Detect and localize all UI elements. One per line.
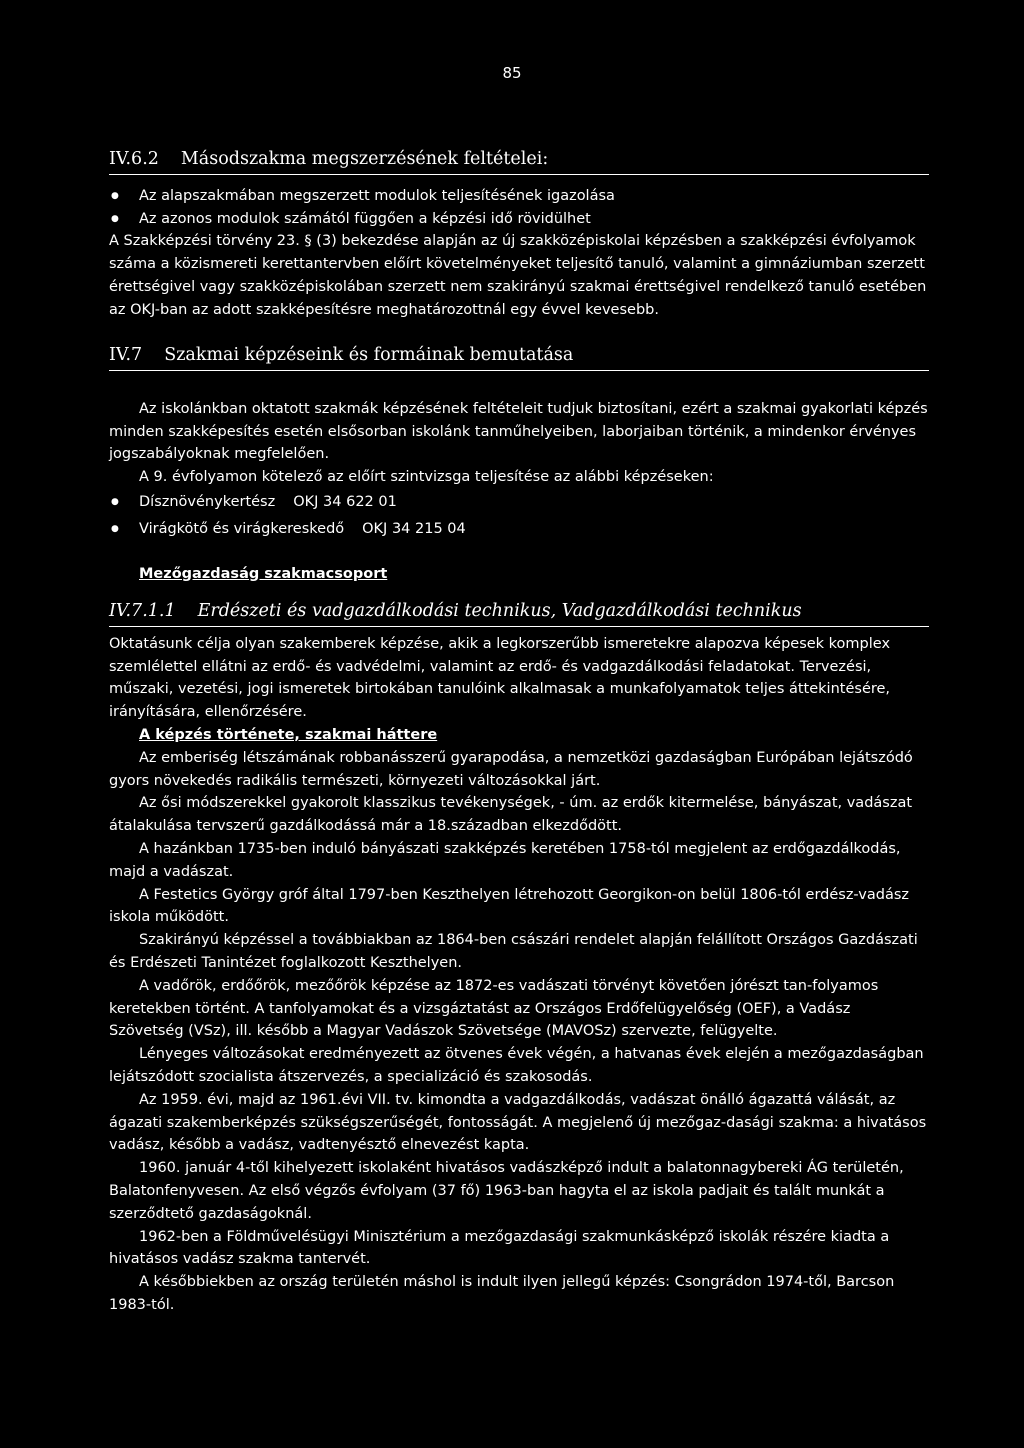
paragraph: A vadőrök, erdőőrök, mezőőrök képzése az 1872-es vadászati törvényt követően jórészt tan-folyamos keretekben történt. A tanfolyamokat és a vizsgáztatást az Országos Erdőfelügyelőség (OEF), a Vadász Szövetség (VSz), ill. később a Magyar Vadászok Szövetsége (MAVOSz) szervezte, felügyelte.: [109, 977, 879, 1040]
section-heading: [109, 344, 929, 371]
paragraph: Az 1959. évi, majd az 1961.évi VII. tv. kimondta a vadgazdálkodás, vadászat önálló ágazattá válását, az ágazati szakemberképzés szükségszerűségét, fontosságát. A megjelenő új mezőgaz-dasági szakma: a hivatásos vadász, később a vadász, vadtenyésztő elnevezést kapta.: [109, 1091, 927, 1154]
list-item: [109, 491, 929, 514]
paragraph: A 9. évfolyamon kötelező az előírt szintvizsga teljesítése az alábbi képzéseken:: [139, 469, 714, 486]
group-heading: Mezőgazdaság szakmacsoport: [139, 565, 388, 582]
section-heading: [109, 148, 929, 175]
paragraph: A hazánkban 1735-ben induló bányászati szakképzés keretében 1758-tól megjelent az erdőgazdálkodás, majd a vadászat.: [109, 840, 901, 880]
section-szakmai-kepzeseink: [109, 344, 929, 585]
page-number: 85: [502, 64, 522, 82]
list-item: ● Az alapszakmában megszerzett modulok teljesítésének igazolása: [109, 185, 929, 208]
training-name: Dísznövénykertész: [139, 493, 276, 510]
section-number: IV.7: [109, 345, 143, 365]
training-code: OKJ 34 622 01: [293, 493, 397, 510]
paragraph: Az ősi módszerekkel gyakorolt klasszikus tevékenységek, - úm. az erdők kitermelése, bányászat, vadászat átalakulása tervszerű gazdálkodássá már a 18.században elkezdődött.: [109, 795, 913, 835]
section-masodszakma: [109, 148, 929, 322]
section-heading: [109, 600, 929, 627]
paragraph: 1962-ben a Földművelésügyi Minisztérium a mezőgazdasági szakmunkásképző iskolák részére kiadta a hivatásos vadász szakma tantervét.: [109, 1228, 890, 1268]
list-item: ● Az azonos modulok számától függően a képzési idő rövidülhet: [109, 208, 929, 231]
paragraph: A Festetics György gróf által 1797-ben Keszthelyen létrehozott Georgikon-on belül 1806-tól erdész-vadász iskola működött.: [109, 886, 910, 926]
paragraph: A Szakképzési törvény 23. § (3) bekezdése alapján az új szakközépiskolai képzésben a szakképzési évfolyamok száma a közismereti kerettantervben előírt követelményeket teljesítő tanuló, valamint a gimnáziumban szerzett érettségivel vagy szakközépiskolában szerzett nem szakirányú szakmai érettségivel rendelkező tanuló esetében az OKJ-ban az adott szakképesítésre meghatározottnál egy évvel kevesebb.: [109, 233, 927, 318]
paragraph: Az iskolánkban oktatott szakmák képzésének feltételeit tudjuk biztosítani, ezért a szakmai gyakorlati képzés minden szakképesítés esetén elsősorban iskolánk tanműhelyeiben, laborjaiban történik, a mindenkor érvényes jogszabályoknak megfelelően.: [109, 400, 928, 463]
list-item: [109, 518, 929, 541]
paragraph: A későbbiekben az ország területén máshol is indult ilyen jellegű képzés: Csongrádon 1974-től, Barcson 1983-tól.: [109, 1274, 895, 1313]
paragraph: Lényeges változásokat eredményezett az ötvenes évek végén, a hatvanas évek elején a mezőgazdaságban lejátszódott szocialista átszervezés, a specializáció és szakosodás.: [109, 1046, 924, 1085]
section-title: Másodszakma megszerzésének feltételei:: [180, 149, 549, 169]
paragraph: 1960. január 4-től kihelyezett iskolaként hivatásos vadászképző indult a balatonnagybereki ÁG területén, Balatonfenyvesen. Az első végzős évfolyam (37 fő) 1963-ban hagyta el az iskola padjait és talált munkát a szerződtető gazdaságoknál.: [109, 1160, 904, 1222]
subheading: A képzés története, szakmai háttere: [139, 726, 438, 743]
section-erdeszeti: [109, 600, 929, 1317]
section-title: Szakmai képzéseink és formáinak bemutatása: [164, 345, 574, 365]
section-title: Erdészeti és vadgazdálkodási technikus, Vadgazdálkodási technikus: [197, 601, 802, 621]
section-number: IV.7.1.1: [109, 601, 176, 621]
paragraph: Az emberiség létszámának robbanásszerű gyarapodása, a nemzetközi gazdaságban Európában lejátszódó gyors növekedés radikális természeti, környezeti változásokkal járt.: [109, 749, 913, 789]
paragraph: Szakirányú képzéssel a továbbiakban az 1864-ben császári rendelet alapján felállított Országos Gazdászati és Erdészeti Tanintézet foglalkozott Keszthelyen.: [109, 932, 918, 971]
training-code: OKJ 34 215 04: [362, 520, 466, 537]
section-number: IV.6.2: [109, 149, 159, 169]
training-name: Virágkötő és virágkereskedő: [139, 520, 345, 537]
paragraph: Oktatásunk célja olyan szakemberek képzése, akik a legkorszerűbb ismeretekre alapozva képesek komplex szemlélettel ellátni az erdő- és vadvédelmi, valamint az erdő- és vadgazdálkodási feladatokat. Tervezési, műszaki, vezetési, jogi ismeretek birtokában tanulóink alkalmasak a munkafolyamatok teljes áttekintésére, irányítására, ellenőrzésére.: [109, 635, 891, 721]
